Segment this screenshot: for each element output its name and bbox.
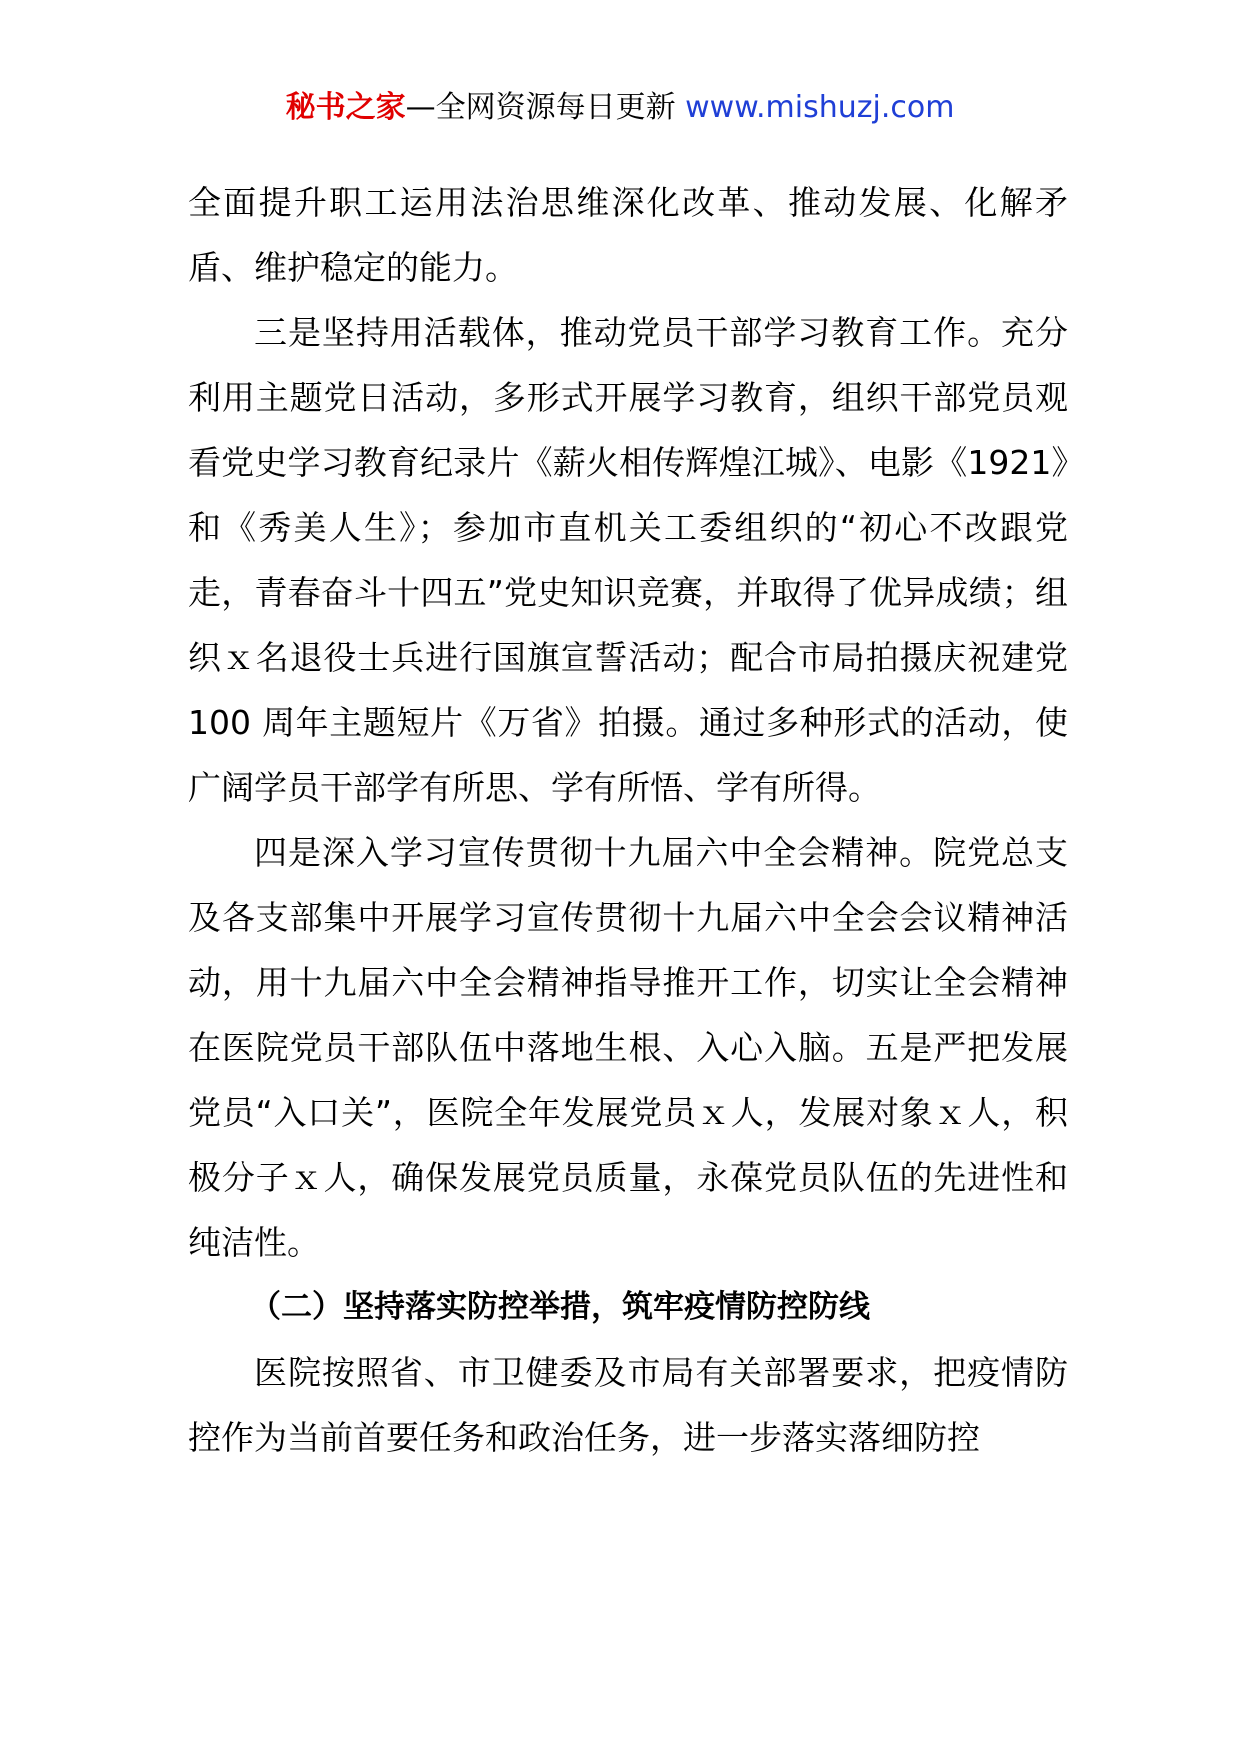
site-header [0, 88, 1240, 128]
paragraph-plenary-spirit: 四是深入学习宣传贯彻十九届六中全会精神。院党总支及各支部集中开展学习宣传贯彻十九届六中全会会议精神活动，用十九届六中全会精神指导推开工作，切实让全会精神在医院党员干部队伍中落地生根、入心入脑。五是严把发展党员“入口关”，医院全年发展党员ｘ人，发展对象ｘ人，积极分子ｘ人，确保发展党员质量，永葆党员队伍的先进性和纯洁性。 [188, 833, 1068, 1262]
paragraph-epidemic-control: 医院按照省、市卫健委及市局有关部署要求，把疫情防控作为当前首要任务和政治任务，进一步落实落细防控 [188, 1353, 1068, 1457]
paragraph-continuation: 全面提升职工运用法治思维深化改革、推动发展、化解矛盾、维护稳定的能力。 [188, 183, 1068, 287]
site-brand: 秘书之家 [285, 90, 406, 125]
section-heading-epidemic-control: （二）坚持落实防控举措，筑牢疫情防控防线 [250, 1289, 870, 1325]
site-url-link[interactable]: www.mishuzj.com [685, 90, 955, 125]
document-body [188, 170, 1068, 1470]
paragraph-learning-carriers: 三是坚持用活载体，推动党员干部学习教育工作。充分利用主题党日活动，多形式开展学习教育，组织干部党员观看党史学习教育纪录片《薪火相传辉煌江城》、电影《1921》和《秀美人生》；参加市直机关工委组织的“初心不改跟党走，青春奋斗十四五”党史知识竞赛，并取得了优异成绩；组织ｘ名退役士兵进行国旗宣誓活动；配合市局拍摄庆祝建党 100 周年主题短片《万省》拍摄。通过多种形式的活动，使广阔学员干部学有所思、学有所悟、学有所得。 [188, 313, 1068, 807]
site-slogan: —全网资源每日更新 [405, 90, 676, 125]
